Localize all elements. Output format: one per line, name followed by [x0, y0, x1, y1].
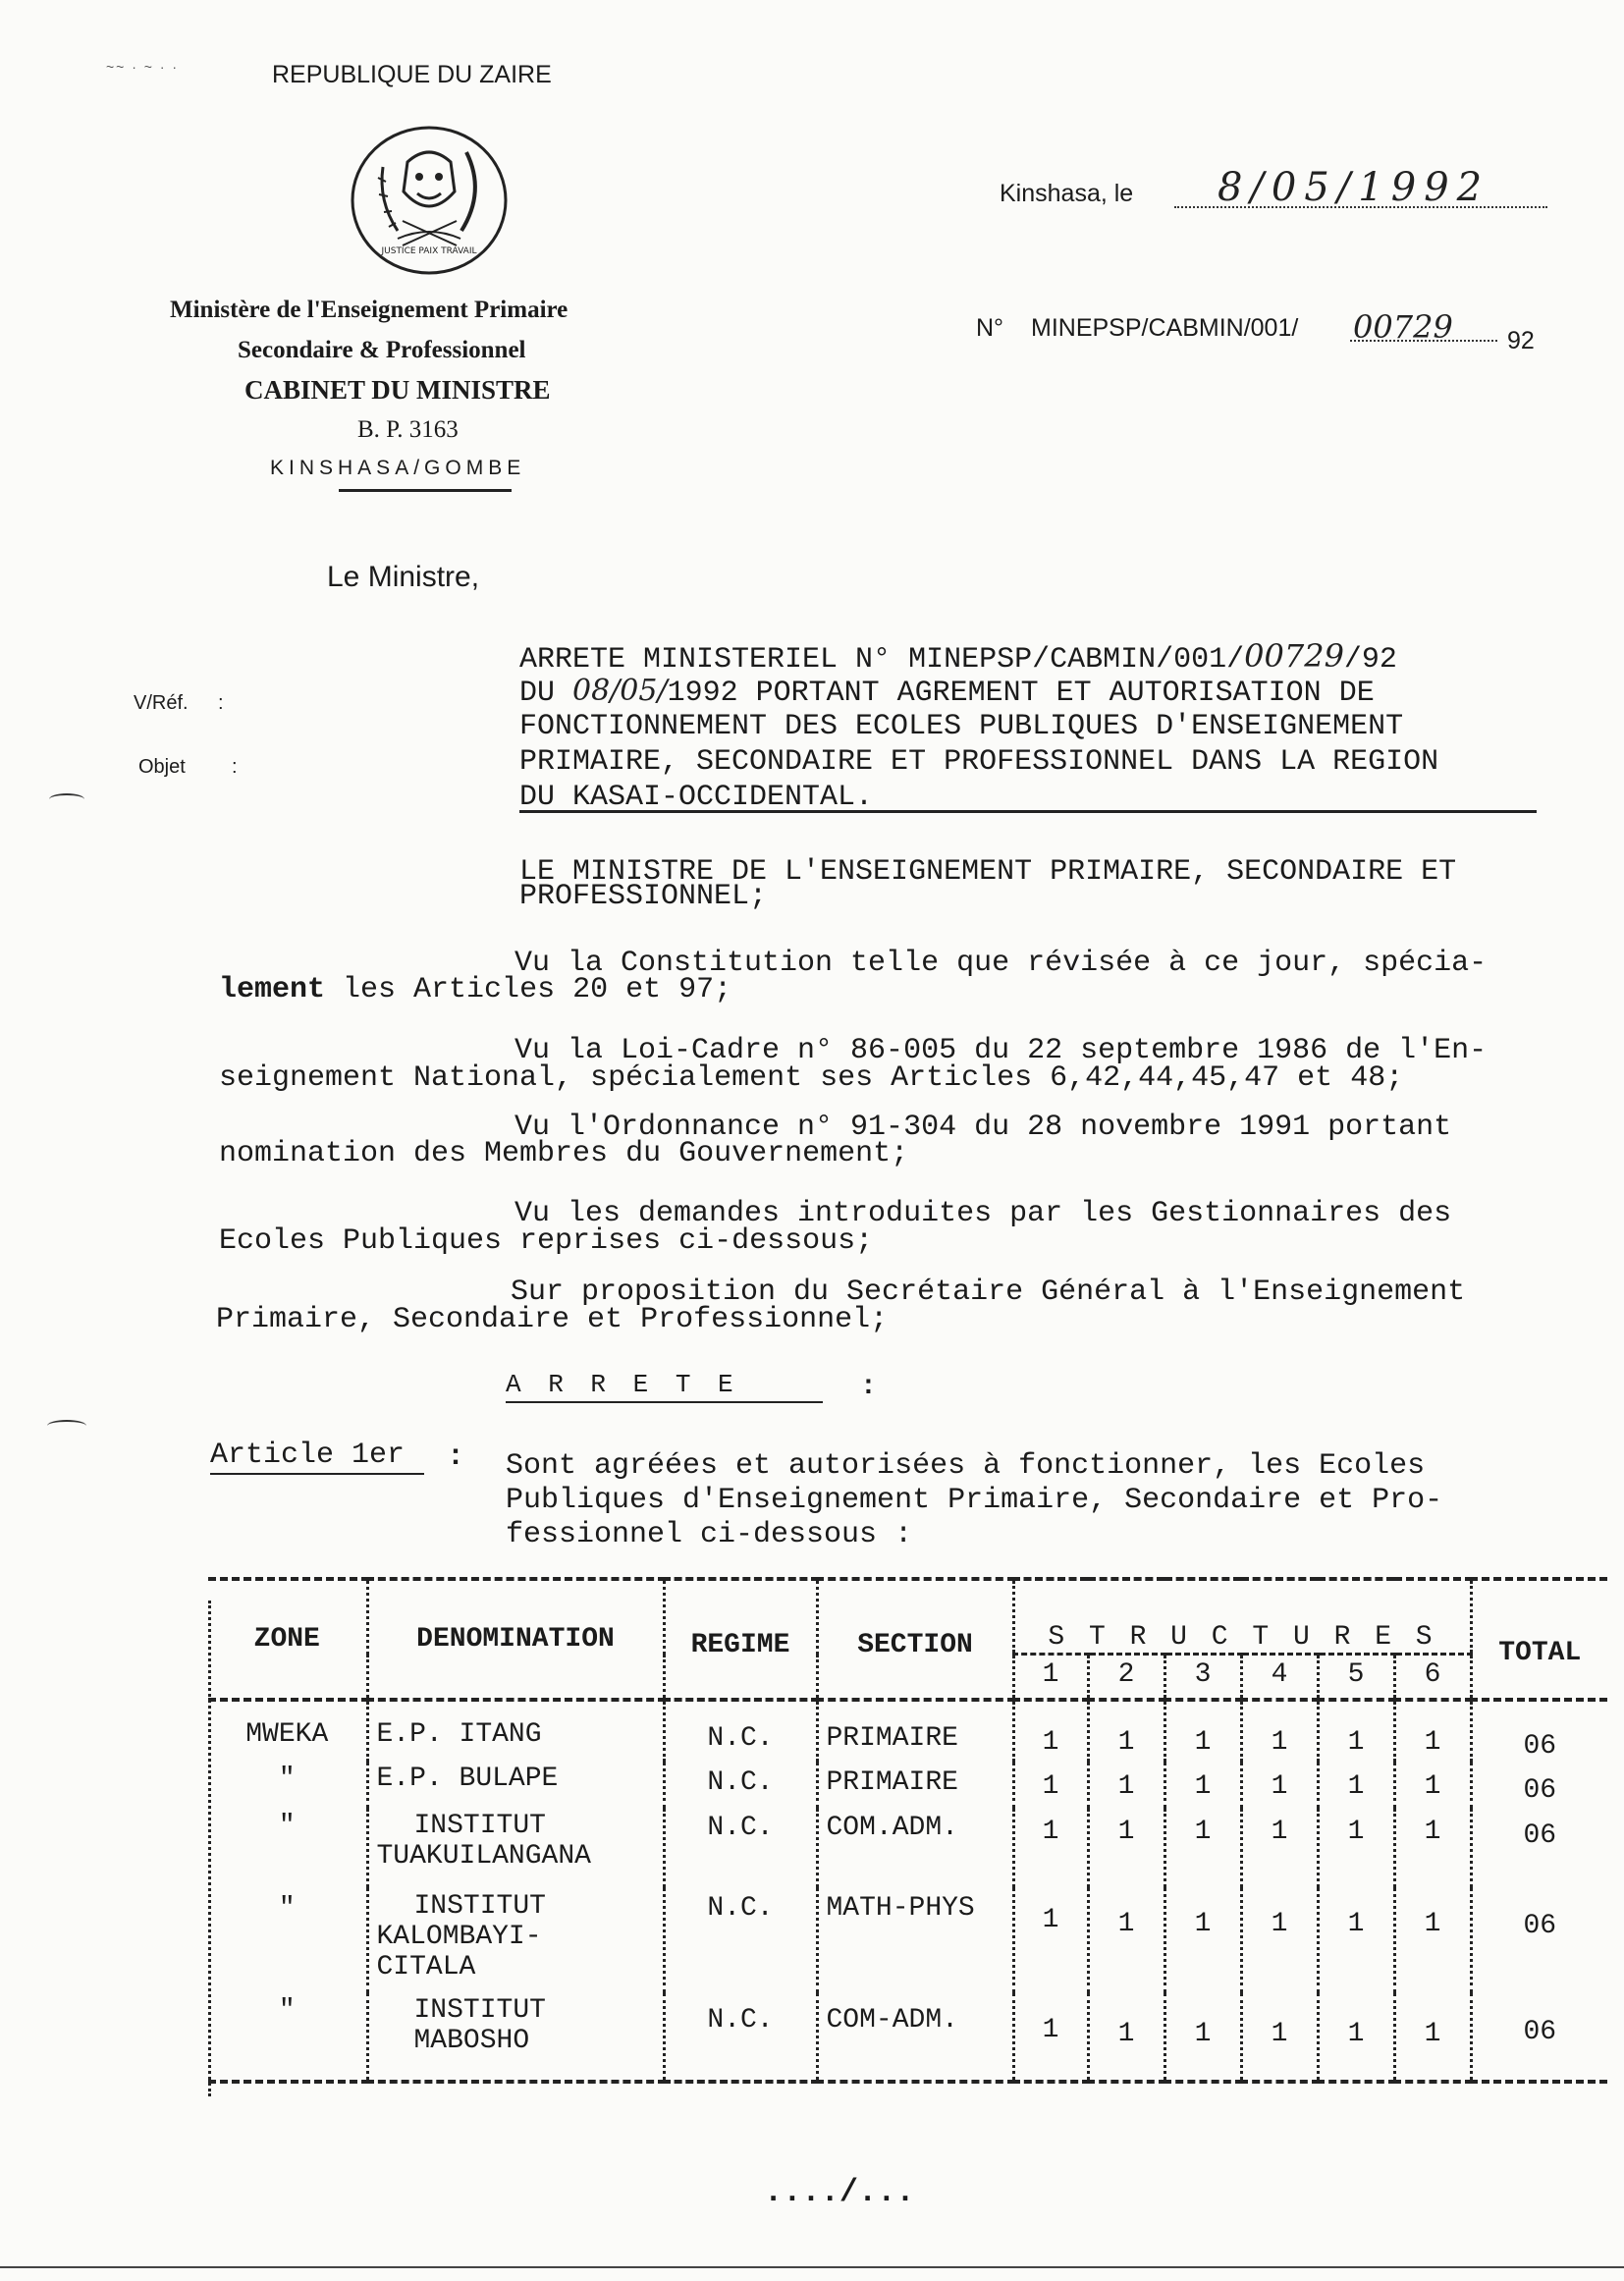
cell-zone: " — [278, 1893, 296, 1924]
structure-col-4: 4 — [1241, 1655, 1318, 1701]
subject-line4: PRIMAIRE, SECONDAIRE ET PROFESSIONNEL DANS LA REGION — [519, 745, 1439, 779]
cell-total: 06 — [1471, 1762, 1607, 1809]
cell-zone: MWEKA — [245, 1719, 329, 1750]
col-header-structures: S T R U C T U R E S — [1013, 1579, 1471, 1655]
article1-colon: : — [447, 1440, 465, 1474]
cell-zone: " — [278, 1995, 296, 2026]
ref-dotted-line — [1350, 340, 1497, 342]
cell-denomination — [367, 1700, 664, 1762]
vu2-line1: Vu la Loi-Cadre n° 86-005 du 22 septembre 1986 de l'En- — [514, 1034, 1488, 1067]
cell-regime: N.C. — [664, 1762, 817, 1809]
cell-total: 06 — [1471, 1700, 1607, 1762]
cabinet-line: CABINET DU MINISTRE — [244, 375, 551, 405]
cell-zone: " — [278, 1764, 296, 1794]
vu4-line1: Vu les demandes introduites par les Gestionnaires des — [514, 1197, 1452, 1230]
cell-structure: 1 — [1013, 1809, 1088, 1887]
table-header-row — [208, 1579, 1607, 1655]
cell-regime: N.C. — [664, 1809, 817, 1887]
table-row — [208, 1993, 1607, 2082]
ref-label: N° — [976, 314, 1004, 342]
cell-structure: 1 — [1164, 1762, 1241, 1809]
national-emblem — [349, 123, 510, 278]
date-handwritten: 8/05/1992 — [1218, 165, 1490, 210]
cell-structure: 1 — [1318, 1700, 1394, 1762]
denomination-line: CITALA — [376, 1952, 476, 1982]
cell-section: COM.ADM. — [817, 1809, 1013, 1887]
cell-structure: 1 — [1394, 1993, 1471, 2082]
article1-underline — [210, 1473, 424, 1475]
cell-section: PRIMAIRE — [817, 1762, 1013, 1809]
arrete-underline — [506, 1401, 823, 1403]
denomination-line: E.P. ITANG — [376, 1719, 542, 1750]
structure-col-1: 1 — [1013, 1655, 1088, 1701]
subject-line3: FONCTIONNEMENT DES ECOLES PUBLIQUES D'ENSEIGNEMENT — [519, 710, 1404, 743]
vu3-line1: Vu l'Ordonnance n° 91-304 du 28 novembre 1991 portant — [514, 1111, 1452, 1144]
table-left-border — [208, 1601, 211, 2096]
col-header-section: SECTION — [817, 1579, 1013, 1700]
cell-regime: N.C. — [664, 1993, 817, 2082]
cell-structure: 1 — [1318, 1993, 1394, 2082]
cell-denomination — [367, 1762, 664, 1809]
cell-structure: 1 — [1013, 1700, 1088, 1762]
subject-underline — [519, 810, 1537, 813]
cell-structure: 1 — [1241, 1700, 1318, 1762]
country-name: REPUBLIQUE DU ZAIRE — [272, 61, 552, 88]
col-header-zone: ZONE — [253, 1624, 320, 1655]
objet-colon: : — [232, 756, 238, 778]
cell-regime: N.C. — [664, 1700, 817, 1762]
col-header-denomination: DENOMINATION — [367, 1579, 664, 1700]
ministry-line1: Ministère de l'Enseignement Primaire — [170, 297, 568, 323]
cell-structure: 1 — [1164, 1993, 1241, 2082]
col-header-total: TOTAL — [1471, 1579, 1607, 1700]
cell-structure: 1 — [1164, 1700, 1241, 1762]
denomination-line: MABOSHO — [413, 2026, 530, 2056]
cell-structure: 1 — [1088, 1887, 1164, 1993]
vu4-line2: Ecoles Publiques reprises ci-dessous; — [219, 1224, 874, 1258]
cell-structure: 1 — [1013, 1887, 1088, 1993]
preamble-title-line1: LE MINISTRE DE L'ENSEIGNEMENT PRIMAIRE, SECONDAIRE ET — [519, 855, 1457, 889]
cell-section: MATH-PHYS — [817, 1887, 1013, 1993]
ref-prefix: MINEPSP/CABMIN/001/ — [1031, 314, 1299, 342]
cell-structure: 1 — [1241, 1993, 1318, 2082]
vref-label: V/Réf. — [134, 692, 189, 714]
cell-total: 06 — [1471, 1993, 1607, 2082]
cell-regime: N.C. — [664, 1887, 817, 1993]
ref-suffix: 92 — [1507, 327, 1535, 354]
cell-structure: 1 — [1318, 1809, 1394, 1887]
cell-denomination — [367, 1809, 664, 1887]
structure-col-5: 5 — [1318, 1655, 1394, 1701]
proposal-line2: Primaire, Secondaire et Professionnel; — [216, 1303, 889, 1336]
article1-label: Article 1er — [210, 1439, 406, 1472]
cell-structure: 1 — [1318, 1887, 1394, 1993]
place-label: Kinshasa, le — [1000, 180, 1134, 207]
table-row — [208, 1809, 1607, 1887]
cell-section: PRIMAIRE — [817, 1700, 1013, 1762]
cell-structure: 1 — [1318, 1762, 1394, 1809]
cell-total: 06 — [1471, 1887, 1607, 1993]
denomination-line: E.P. BULAPE — [376, 1764, 559, 1794]
continuation-mark: ..../... — [764, 2174, 915, 2210]
city-line: KINSHASA/GOMBE — [270, 457, 526, 479]
vu2-line2: seignement National, spécialement ses Articles 6,42,44,45,47 et 48; — [219, 1061, 1404, 1095]
ref-number-handwritten: 00729 — [1353, 308, 1453, 346]
structure-col-3: 3 — [1164, 1655, 1241, 1701]
cell-structure: 1 — [1013, 1993, 1088, 2082]
cell-structure: 1 — [1013, 1762, 1088, 1809]
article1-line2: Publiques d'Enseignement Primaire, Secondaire et Pro- — [506, 1484, 1443, 1517]
denomination-line: INSTITUT — [413, 1811, 546, 1841]
cell-structure: 1 — [1088, 1700, 1164, 1762]
cell-structure: 1 — [1088, 1762, 1164, 1809]
cell-structure: 1 — [1088, 1993, 1164, 2082]
cell-structure: 1 — [1394, 1887, 1471, 1993]
cell-structure: 1 — [1241, 1762, 1318, 1809]
table-row — [208, 1887, 1607, 1993]
ministry-line2: Secondaire & Professionnel — [238, 337, 526, 363]
subject-line2: DU 08/05/1992 PORTANT AGREMENT ET AUTORISATION DE — [519, 674, 1375, 710]
vref-colon: : — [218, 692, 224, 714]
margin-scribble: ~~ · ~ · · — [106, 59, 180, 75]
svg-text:JUSTICE PAIX TRAVAIL: JUSTICE PAIX TRAVAIL — [381, 246, 477, 256]
cell-structure: 1 — [1088, 1809, 1164, 1887]
cell-zone: " — [278, 1811, 296, 1841]
article1-line1: Sont agréées et autorisées à fonctionner, les Ecoles — [506, 1449, 1426, 1483]
denomination-line: TUAKUILANGANA — [376, 1841, 591, 1872]
cell-section: COM-ADM. — [817, 1993, 1013, 2082]
bottom-scan-edge — [0, 2266, 1624, 2268]
header-rule — [339, 489, 512, 492]
cell-structure: 1 — [1164, 1887, 1241, 1993]
subject-line5: DU KASAI-OCCIDENTAL. — [519, 781, 874, 814]
proposal-line1: Sur proposition du Secrétaire Général à l'Enseignement — [511, 1276, 1466, 1309]
preamble-title-line2: PROFESSIONNEL; — [519, 880, 768, 913]
denomination-line: INSTITUT — [413, 1891, 546, 1922]
table-body — [208, 1700, 1607, 2082]
col-header-regime: REGIME — [664, 1579, 817, 1700]
arrete-heading: A R R E T E — [506, 1370, 739, 1399]
denomination-line: KALOMBAYI- — [376, 1922, 542, 1952]
margin-mark — [49, 793, 84, 805]
vu3-line2: nomination des Membres du Gouvernement; — [219, 1137, 909, 1170]
cell-structure: 1 — [1241, 1809, 1318, 1887]
cell-structure: 1 — [1394, 1809, 1471, 1887]
cell-structure: 1 — [1164, 1809, 1241, 1887]
structure-col-6: 6 — [1394, 1655, 1471, 1701]
cell-structure: 1 — [1394, 1700, 1471, 1762]
cell-denomination — [367, 1887, 664, 1993]
subject-line1: ARRETE MINISTERIEL N° MINEPSP/CABMIN/001/00729/92 — [519, 637, 1397, 677]
table-row — [208, 1700, 1607, 1762]
vu1-line1: Vu la Constitution telle que révisée à ce jour, spécia- — [514, 947, 1488, 980]
structure-col-2: 2 — [1088, 1655, 1164, 1701]
article1-line3: fessionnel ci-dessous : — [506, 1518, 913, 1551]
sender: Le Ministre, — [327, 561, 480, 593]
margin-mark — [47, 1420, 86, 1432]
bp-line: B. P. 3163 — [357, 416, 459, 443]
vu1-line2: lement les Articles 20 et 97; — [219, 973, 732, 1006]
schools-table — [208, 1577, 1607, 2084]
cell-total: 06 — [1471, 1809, 1607, 1887]
cell-structure: 1 — [1241, 1887, 1318, 1993]
objet-label: Objet — [138, 756, 186, 778]
denomination-line: INSTITUT — [413, 1995, 546, 2026]
cell-denomination — [367, 1993, 664, 2082]
arrete-colon: : — [860, 1372, 877, 1402]
cell-structure: 1 — [1394, 1762, 1471, 1809]
table-row — [208, 1762, 1607, 1809]
